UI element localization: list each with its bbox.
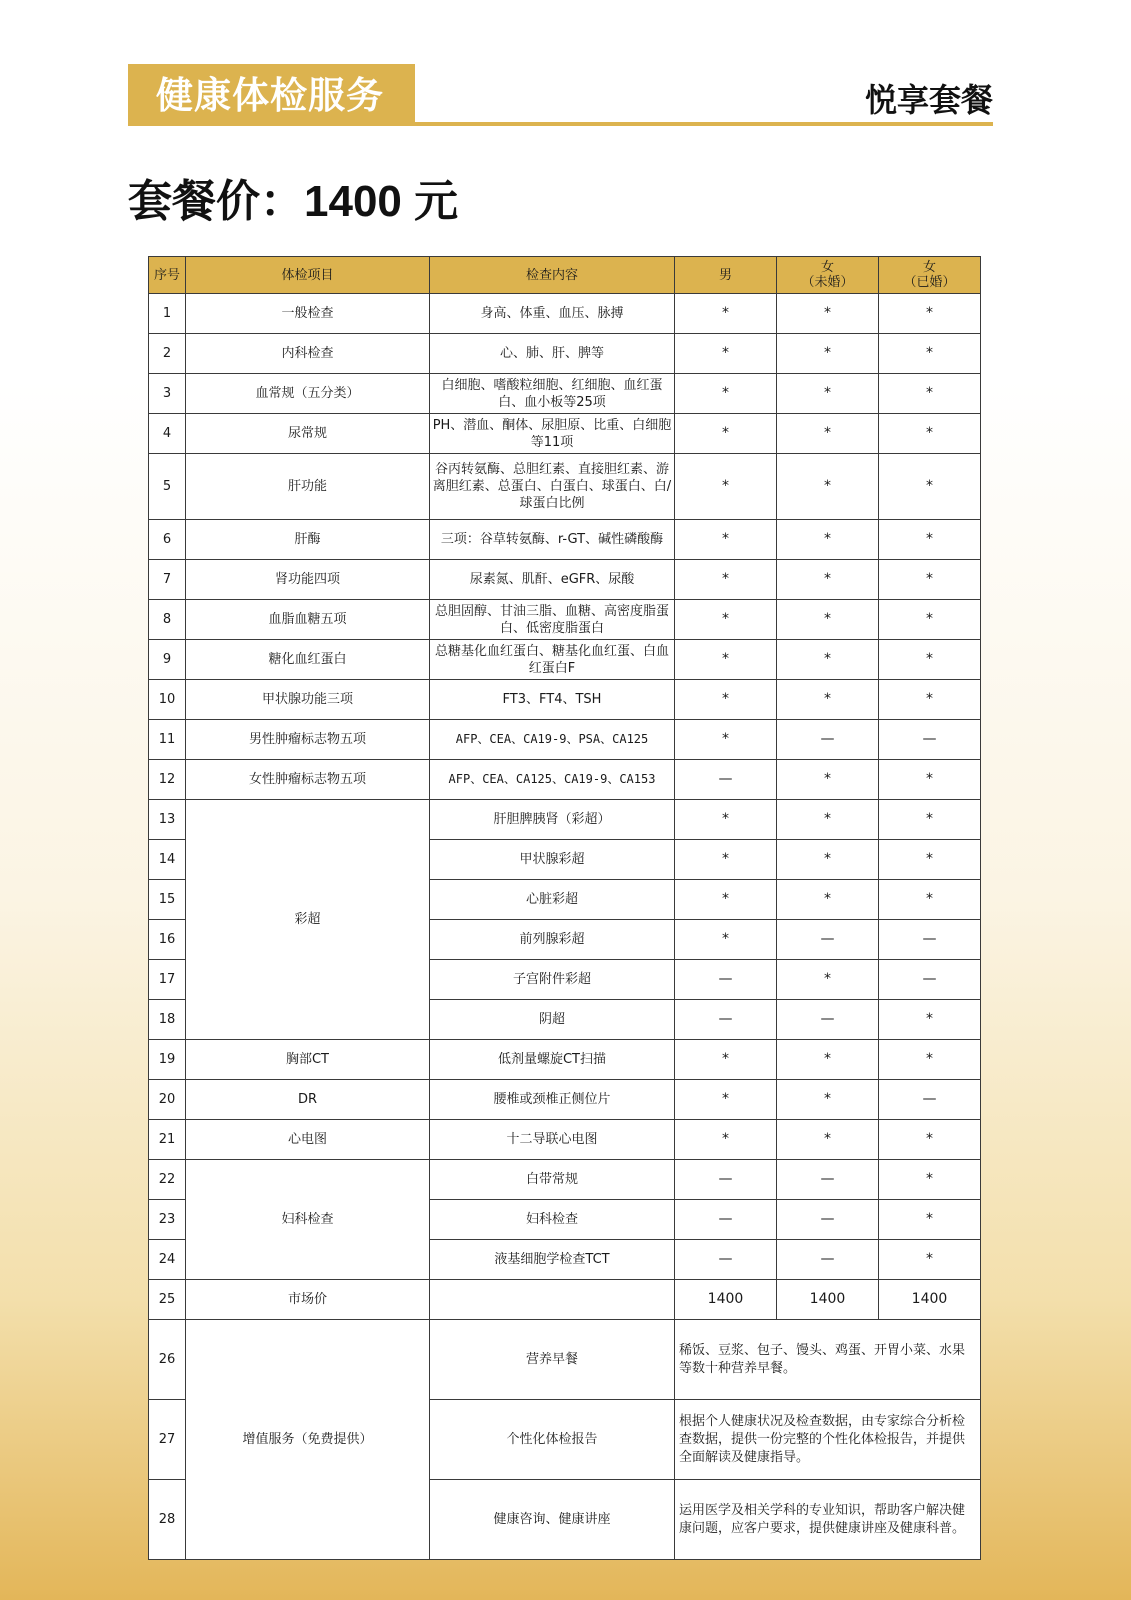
row-item: 尿常规 — [186, 414, 430, 454]
row-item: 肝酶 — [186, 520, 430, 560]
row-content: 阴超 — [430, 1000, 675, 1040]
row-female-married: * — [879, 880, 981, 920]
row-female-unmarried: * — [777, 520, 879, 560]
row-male: * — [675, 840, 777, 880]
row-female-married: * — [879, 680, 981, 720]
row-no: 15 — [149, 880, 186, 920]
row-male: — — [675, 760, 777, 800]
row-content — [430, 1280, 675, 1320]
row-female-unmarried: * — [777, 680, 879, 720]
row-female-married: — — [879, 720, 981, 760]
package-table — [148, 256, 981, 1560]
row-male: — — [675, 1200, 777, 1240]
service-note: 稀饭、豆浆、包子、馒头、鸡蛋、开胃小菜、水果等数十种营养早餐。 — [675, 1320, 981, 1400]
row-item: 女性肿瘤标志物五项 — [186, 760, 430, 800]
table-row — [149, 1040, 981, 1080]
col-header-content: 检查内容 — [430, 257, 675, 294]
row-no: 4 — [149, 414, 186, 454]
table-row — [149, 454, 981, 520]
row-item: 妇科检查 — [186, 1160, 430, 1280]
row-no: 9 — [149, 640, 186, 680]
row-male: * — [675, 680, 777, 720]
row-content: 尿素氮、肌酐、eGFR、尿酸 — [430, 560, 675, 600]
row-female-unmarried: * — [777, 640, 879, 680]
row-no: 17 — [149, 960, 186, 1000]
row-content: 甲状腺彩超 — [430, 840, 675, 880]
table-row — [149, 520, 981, 560]
row-content: 妇科检查 — [430, 1200, 675, 1240]
row-male: * — [675, 1120, 777, 1160]
row-male: * — [675, 880, 777, 920]
row-item: 血脂血糖五项 — [186, 600, 430, 640]
row-content: 前列腺彩超 — [430, 920, 675, 960]
row-male: — — [675, 1240, 777, 1280]
row-content: 十二导联心电图 — [430, 1120, 675, 1160]
table-row — [149, 374, 981, 414]
row-female-married: * — [879, 560, 981, 600]
row-no: 1 — [149, 294, 186, 334]
row-content: PH、潜血、酮体、尿胆原、比重、白细胞等11项 — [430, 414, 675, 454]
table-row — [149, 334, 981, 374]
row-male: * — [675, 600, 777, 640]
row-female-married: * — [879, 294, 981, 334]
row-no: 18 — [149, 1000, 186, 1040]
row-male: * — [675, 720, 777, 760]
row-male: — — [675, 960, 777, 1000]
package-name: 悦享套餐 — [864, 81, 993, 119]
row-female-unmarried: * — [777, 560, 879, 600]
row-no: 23 — [149, 1200, 186, 1240]
row-content: 肝胆脾胰肾（彩超） — [430, 800, 675, 840]
row-content: 三项：谷草转氨酶、r-GT、碱性磷酸酶 — [430, 520, 675, 560]
row-female-married: * — [879, 760, 981, 800]
row-female-married: * — [879, 520, 981, 560]
row-female-married: * — [879, 840, 981, 880]
row-item: 糖化血红蛋白 — [186, 640, 430, 680]
col-header-male: 男 — [675, 257, 777, 294]
row-item: 内科检查 — [186, 334, 430, 374]
row-female-unmarried: — — [777, 1000, 879, 1040]
row-content: 腰椎或颈椎正侧位片 — [430, 1080, 675, 1120]
row-no: 28 — [149, 1480, 186, 1560]
row-female-married: * — [879, 800, 981, 840]
row-content: 总胆固醇、甘油三脂、血糖、高密度脂蛋白、低密度脂蛋白 — [430, 600, 675, 640]
row-male: * — [675, 454, 777, 520]
row-no: 2 — [149, 334, 186, 374]
row-no: 21 — [149, 1120, 186, 1160]
table-row — [149, 414, 981, 454]
row-female-unmarried: — — [777, 920, 879, 960]
row-male: * — [675, 1080, 777, 1120]
row-no: 5 — [149, 454, 186, 520]
row-female-unmarried: * — [777, 800, 879, 840]
row-content: AFP、CEA、CA125、CA19-9、CA153 — [430, 760, 675, 800]
row-item: DR — [186, 1080, 430, 1120]
header-divider — [415, 122, 993, 126]
col-header-item: 体检项目 — [186, 257, 430, 294]
table-row — [149, 640, 981, 680]
market-price-male: 1400 — [675, 1280, 777, 1320]
row-no: 22 — [149, 1160, 186, 1200]
row-content: 健康咨询、健康讲座 — [430, 1480, 675, 1560]
row-item: 肝功能 — [186, 454, 430, 520]
service-note: 运用医学及相关学科的专业知识，帮助客户解决健康问题，应客户要求，提供健康讲座及健康科普。 — [675, 1480, 981, 1560]
row-female-unmarried: * — [777, 840, 879, 880]
row-female-married: * — [879, 1240, 981, 1280]
row-female-unmarried: * — [777, 760, 879, 800]
row-no: 10 — [149, 680, 186, 720]
row-male: — — [675, 1000, 777, 1040]
row-item: 市场价 — [186, 1280, 430, 1320]
row-female-unmarried: * — [777, 294, 879, 334]
row-male: * — [675, 560, 777, 600]
row-no: 25 — [149, 1280, 186, 1320]
row-no: 24 — [149, 1240, 186, 1280]
row-female-married: — — [879, 960, 981, 1000]
row-female-married: * — [879, 1040, 981, 1080]
row-female-unmarried: * — [777, 454, 879, 520]
row-item: 增值服务（免费提供） — [186, 1320, 430, 1560]
row-no: 14 — [149, 840, 186, 880]
price-label: 套餐价： — [128, 176, 304, 227]
row-content: 总糖基化血红蛋白、糖基化血红蛋、白血红蛋白F — [430, 640, 675, 680]
table-row — [149, 1120, 981, 1160]
row-content: 谷丙转氨酶、总胆红素、直接胆红素、游离胆红素、总蛋白、白蛋白、球蛋白、白/球蛋白比例 — [430, 454, 675, 520]
row-male: * — [675, 800, 777, 840]
row-male: * — [675, 920, 777, 960]
table-row — [149, 600, 981, 640]
table-row — [149, 1320, 981, 1400]
row-no: 26 — [149, 1320, 186, 1400]
row-content: 子宫附件彩超 — [430, 960, 675, 1000]
table-row — [149, 680, 981, 720]
table-row — [149, 800, 981, 840]
row-female-married: * — [879, 454, 981, 520]
row-item: 彩超 — [186, 800, 430, 1040]
row-female-married: — — [879, 1080, 981, 1120]
row-content: 白细胞、嗜酸粒细胞、红细胞、血红蛋白、血小板等25项 — [430, 374, 675, 414]
row-female-unmarried: — — [777, 1200, 879, 1240]
row-male: * — [675, 374, 777, 414]
col-header-female-unmarried: 女 （未婚） — [777, 257, 879, 294]
table-row — [149, 720, 981, 760]
row-female-unmarried: — — [777, 720, 879, 760]
price-value: 1400 元 — [304, 177, 459, 226]
row-content: FT3、FT4、TSH — [430, 680, 675, 720]
row-male: — — [675, 1160, 777, 1200]
package-price — [128, 172, 458, 232]
row-no: 27 — [149, 1400, 186, 1480]
row-female-unmarried: * — [777, 374, 879, 414]
row-female-unmarried: — — [777, 1160, 879, 1200]
row-female-unmarried: * — [777, 1120, 879, 1160]
table-row — [149, 1280, 981, 1320]
row-content: 液基细胞学检查TCT — [430, 1240, 675, 1280]
row-male: * — [675, 294, 777, 334]
row-male: * — [675, 640, 777, 680]
row-male: * — [675, 414, 777, 454]
table-row — [149, 294, 981, 334]
row-content: AFP、CEA、CA19-9、PSA、CA125 — [430, 720, 675, 760]
row-female-unmarried: * — [777, 334, 879, 374]
row-no: 11 — [149, 720, 186, 760]
row-female-married: * — [879, 1120, 981, 1160]
col-header-no: 序号 — [149, 257, 186, 294]
row-item: 肾功能四项 — [186, 560, 430, 600]
row-female-unmarried: — — [777, 1240, 879, 1280]
market-price-female-married: 1400 — [879, 1280, 981, 1320]
row-no: 16 — [149, 920, 186, 960]
row-male: * — [675, 520, 777, 560]
table-row — [149, 760, 981, 800]
row-content: 白带常规 — [430, 1160, 675, 1200]
row-female-married: * — [879, 1200, 981, 1240]
row-female-married: * — [879, 374, 981, 414]
row-no: 12 — [149, 760, 186, 800]
row-no: 20 — [149, 1080, 186, 1120]
table-header-row — [149, 257, 981, 294]
row-content: 个性化体检报告 — [430, 1400, 675, 1480]
row-item: 胸部CT — [186, 1040, 430, 1080]
row-no: 6 — [149, 520, 186, 560]
row-female-unmarried: * — [777, 1040, 879, 1080]
row-female-unmarried: * — [777, 600, 879, 640]
table-row — [149, 1160, 981, 1200]
row-no: 13 — [149, 800, 186, 840]
market-price-female-unmarried: 1400 — [777, 1280, 879, 1320]
row-item: 男性肿瘤标志物五项 — [186, 720, 430, 760]
row-item: 心电图 — [186, 1120, 430, 1160]
row-no: 19 — [149, 1040, 186, 1080]
table-row — [149, 560, 981, 600]
row-female-married: * — [879, 640, 981, 680]
row-content: 低剂量螺旋CT扫描 — [430, 1040, 675, 1080]
row-male: * — [675, 334, 777, 374]
row-female-unmarried: * — [777, 960, 879, 1000]
header-title: 健康体检服务 — [156, 74, 384, 117]
col-header-female-married: 女 （已婚） — [879, 257, 981, 294]
row-content: 心脏彩超 — [430, 880, 675, 920]
service-note: 根据个人健康状况及检查数据，由专家综合分析检查数据，提供一份完整的个性化体检报告，并提供全面解读及健康指导。 — [675, 1400, 981, 1480]
row-female-unmarried: * — [777, 414, 879, 454]
row-no: 7 — [149, 560, 186, 600]
row-no: 3 — [149, 374, 186, 414]
row-female-unmarried: * — [777, 1080, 879, 1120]
row-content: 营养早餐 — [430, 1320, 675, 1400]
row-female-married: * — [879, 600, 981, 640]
row-no: 8 — [149, 600, 186, 640]
row-female-married: — — [879, 920, 981, 960]
table-row — [149, 1080, 981, 1120]
row-item: 血常规（五分类） — [186, 374, 430, 414]
row-content: 身高、体重、血压、脉搏 — [430, 294, 675, 334]
row-content: 心、肺、肝、脾等 — [430, 334, 675, 374]
row-female-married: * — [879, 334, 981, 374]
row-female-married: * — [879, 1160, 981, 1200]
row-female-married: * — [879, 414, 981, 454]
row-male: * — [675, 1040, 777, 1080]
row-item: 一般检查 — [186, 294, 430, 334]
row-item: 甲状腺功能三项 — [186, 680, 430, 720]
row-female-unmarried: * — [777, 880, 879, 920]
row-female-married: * — [879, 1000, 981, 1040]
